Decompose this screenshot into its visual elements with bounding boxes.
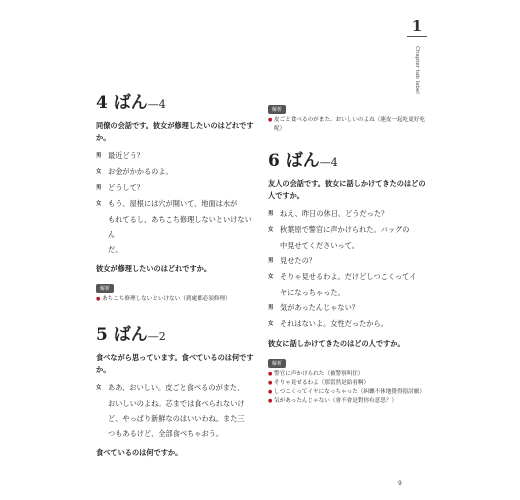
speaker (96, 212, 108, 242)
dialogue-line (268, 316, 428, 332)
line-text: 最近どう？ (108, 151, 144, 160)
line-text: お金がかかるのよ。 (108, 167, 173, 176)
section-5-dialogue (96, 380, 256, 441)
line-text: それはないよ。女性だったから。 (280, 319, 388, 328)
line-text: ああ、おいしい。皮ごと食べるのがまた、 (108, 383, 245, 392)
dialogue-line (268, 206, 428, 222)
explanation-note (268, 370, 428, 379)
dialogue-line (268, 269, 428, 285)
speaker: 女 (268, 227, 274, 233)
line-text: どうして？ (108, 183, 144, 192)
line-text: 気があったんじゃない？ (280, 303, 359, 312)
section-4-dialogue (96, 148, 256, 257)
speaker: 女 (268, 274, 274, 280)
line-text: そりゃ見せるわよ。だけどしつこくってイ (280, 272, 417, 281)
dialogue-line (268, 253, 428, 269)
line-text: だ。 (108, 245, 123, 254)
section-4-title-text: 4 ばん (96, 93, 148, 113)
dialogue-line (96, 411, 256, 426)
line-text: つもあるけど、全部食べちゃおう。 (108, 429, 224, 438)
speaker: 男 (96, 185, 102, 191)
right-column (268, 96, 428, 406)
section-6-dialogue (268, 206, 428, 332)
chapter-label: Chapter tab label (414, 46, 420, 94)
section-5-title-text: 5 ばん (96, 325, 148, 345)
speaker: 男 (96, 153, 102, 159)
dialogue-line (96, 148, 256, 164)
dialogue-line (268, 285, 428, 300)
dialogue-line (96, 180, 256, 196)
speaker (268, 285, 280, 300)
explanation-badge: 解析 (268, 359, 286, 368)
explanation-badge: 解析 (96, 284, 114, 293)
section-6-title-text: 6 ばん (268, 151, 320, 171)
dialogue-line (96, 212, 256, 242)
bullet-icon: ● (96, 296, 101, 302)
line-text: 秋葉原で警官に声かけられた。バッグの (280, 225, 410, 234)
explanation-badge: 解析 (268, 105, 286, 114)
dialogue-line (268, 300, 428, 316)
dialogue-line (268, 222, 428, 238)
bullet-icon: ● (268, 380, 273, 386)
bullet-icon: ● (268, 398, 273, 404)
note-text: 警官に声かけられた（被警察叫住） (274, 371, 364, 377)
section-5-answer: —2 (147, 330, 166, 343)
speaker: 男 (268, 305, 274, 311)
line-text: 見せたの？ (280, 256, 316, 265)
dialogue-line (96, 380, 256, 396)
note-text: あちこち修理しないといけない（到處都必須修理） (102, 296, 231, 302)
bullet-icon: ● (268, 389, 273, 395)
speaker: 女 (96, 169, 102, 175)
dialogue-line (96, 396, 256, 411)
note-text: そりゃ見せるわよ（那當然是給看啊） (274, 380, 370, 386)
speaker (268, 238, 280, 253)
section-6-answer: —4 (319, 156, 338, 169)
chapter-rule (407, 36, 427, 37)
left-column (96, 92, 256, 459)
line-text: もう、屋根には穴が開いて、地面は水が (108, 199, 238, 208)
section-6-question-repeat: 彼女に話しかけてきたのはどの人ですか。 (268, 339, 405, 348)
section-4-question-repeat: 彼女が修理したいのはどれですか。 (96, 264, 212, 273)
bullet-icon: ● (268, 371, 273, 377)
speaker: 男 (268, 258, 274, 264)
explanation-note (268, 116, 428, 134)
bullet-icon: ● (268, 117, 273, 123)
speaker (96, 396, 108, 411)
speaker: 女 (96, 385, 102, 391)
chapter-number: 1 (411, 17, 423, 35)
section-4-question: 同僚の会話です。彼女が修理したいのはどれですか。 (96, 121, 254, 142)
section-5-question: 食べながら思っています。食べているのは何ですか。 (96, 353, 254, 374)
section-5-question-repeat: 食べているのは何ですか。 (96, 448, 183, 457)
section-4-title (96, 92, 256, 116)
explanation-note (96, 295, 256, 304)
speaker: 男 (268, 211, 274, 217)
dialogue-line (96, 242, 256, 257)
speaker (96, 426, 108, 441)
speaker: 女 (96, 201, 102, 207)
speaker (96, 242, 108, 257)
page-number: 9 (398, 480, 402, 487)
dialogue-line (96, 164, 256, 180)
dialogue-line (96, 196, 256, 212)
chapter-tab (406, 18, 428, 100)
line-text: 中見せてくださいって。 (280, 241, 359, 250)
section-6-title (268, 150, 428, 174)
dialogue-line (268, 238, 428, 253)
line-text: ど、やっぱり新鮮なのはいいわね。また三 (108, 414, 245, 423)
explanation-note (268, 397, 428, 406)
speaker: 女 (268, 321, 274, 327)
line-text: もれてるし、あちこち修理しないといけないん (108, 215, 252, 239)
section-5-title (96, 324, 256, 348)
note-text: しつこくってイヤになっちゃった（糾纏不休地覺得很討厭） (274, 389, 425, 395)
line-text: ヤになっちゃった。 (280, 288, 345, 297)
note-text: 皮ごと食べるのがまた、おいしいのよね（連皮一起吃更好吃呢） (274, 117, 426, 132)
dialogue-line (96, 426, 256, 441)
section-4-answer: —4 (147, 98, 166, 111)
line-text: おいしいのよね。芯までは食べられないけ (108, 399, 245, 408)
explanation-note (268, 379, 428, 388)
line-text: ねえ、昨日の休日、どうだった？ (280, 209, 389, 218)
explanation-note (268, 388, 428, 397)
section-6-question: 友人の会話です。彼女に話しかけてきたのはどの人ですか。 (268, 179, 426, 200)
note-text: 気があったんじゃない（會不會是對你有意思？） (274, 398, 398, 404)
speaker (96, 411, 108, 426)
